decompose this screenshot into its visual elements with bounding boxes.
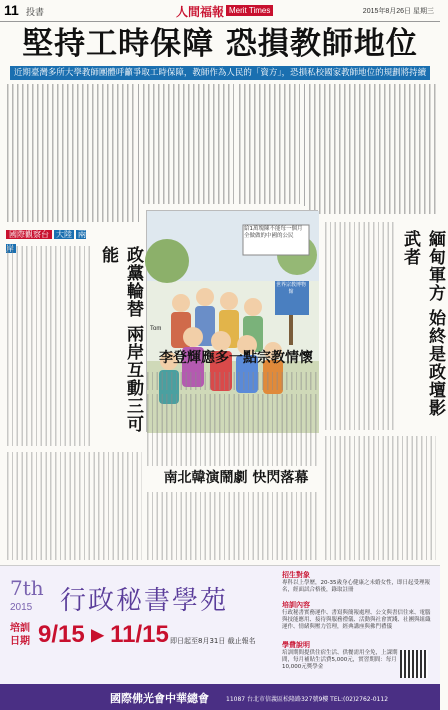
section-label: 投書	[26, 8, 45, 18]
ad-organization: 國際佛光會中華總會	[110, 692, 209, 705]
article-text-block	[308, 84, 436, 214]
page-number: 11	[4, 2, 19, 18]
ad-edition: 7th	[10, 576, 44, 600]
qr-code	[400, 650, 428, 678]
column-kicker	[6, 228, 86, 253]
article-text-block	[6, 246, 92, 446]
cartoon-artist: Tom	[150, 326, 162, 332]
ad-dates: 9/15 ▸ 11/15	[38, 621, 169, 648]
column-divider	[138, 84, 139, 222]
kicker-tag: 大陸	[56, 230, 72, 239]
ad-training-label: 培訓日期	[10, 623, 30, 647]
left-column-title: 政黨輪替 兩岸互動三可能	[98, 246, 143, 433]
article-text-block	[146, 492, 318, 560]
main-headline: 堅持工時保障 恐損教師地位	[22, 26, 418, 62]
ad-fee-title: 學費說明	[282, 641, 310, 649]
cartoon-sign-label: 世界宗教博物館	[275, 282, 306, 295]
kicker-tag: 國際觀察台	[6, 230, 52, 239]
story-title: 南北韓演鬧劇 快閃落幕	[163, 470, 309, 486]
ad-program-name: 行政秘書學苑	[60, 586, 229, 616]
issue-date: 2015年8月26日 星期三	[362, 8, 434, 15]
newspaper-logo-en: Merit Times	[226, 5, 273, 16]
ad-recruit-text: 專科以上學歷，20-35歲身心健康之未婚女性，即日起受理報名，經面試合格後，錄取註冊	[282, 580, 430, 593]
article-text-block	[6, 84, 134, 222]
story-title: 李登輝應多一點宗教情懷	[159, 350, 313, 366]
ad-course-title: 培訓內容	[282, 601, 310, 609]
article-text-block	[324, 222, 394, 430]
kicker-tag: 兩岸	[6, 230, 86, 253]
advertisement	[0, 565, 440, 709]
article-text-block	[142, 84, 234, 204]
ad-address: 11087 台北市信義區松隆路327號9樓 TEL:(02)2762-0112	[226, 696, 389, 703]
cartoon-sign-text: 給1萬塊陳不能每一個月全做做的中國的公民	[244, 226, 303, 239]
ad-course-text: 行政秘書實務運作、書寫與簡報處理、公文與書信往來、電腦與技能應用、接待與服務禮儀、活動與社會實踐、社團與組織運作、情緒與壓力管理，經典講座與佛門禮儀	[282, 610, 431, 630]
article-text-block	[238, 84, 300, 204]
ad-fee-text: 培訓期間提供住宿生活、供餐需用全免，上課期間，每月補貼生活費5,000元，實習期間：每月10,000元獎學金	[282, 650, 398, 670]
article-text-block	[324, 436, 436, 560]
column-divider	[304, 84, 305, 206]
newspaper-logo: 人間福報	[176, 5, 225, 19]
ad-recruit-title: 招生對象	[282, 571, 310, 579]
article-text-block	[146, 372, 318, 390]
article-text-block	[146, 394, 318, 466]
ad-deadline: 即日起至8月31日 截止報名	[170, 637, 256, 645]
article-text-block	[6, 452, 142, 560]
ad-year: 2015	[10, 602, 33, 613]
right-column-title: 緬甸軍方 始終是政壇影武者	[400, 230, 445, 417]
subheadline: 近期臺灣多所大學教師團體呼籲爭取工時保障，教師作為人民的「資方」，恐損私校國家教師地位的規劃將持續	[10, 66, 430, 80]
